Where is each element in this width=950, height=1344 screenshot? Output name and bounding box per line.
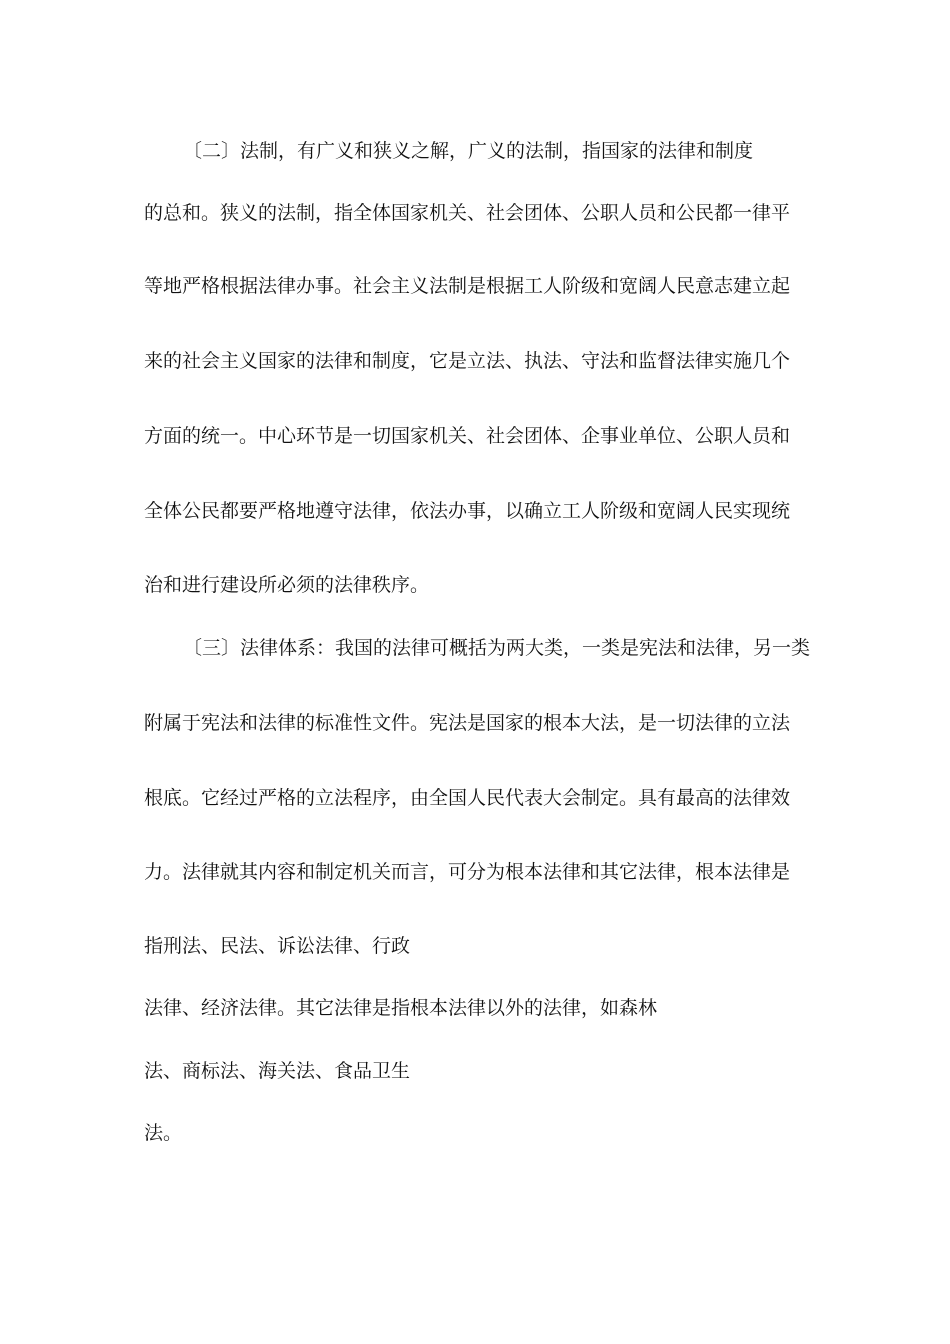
paragraph-2-line-4: 来的社会主义国家的法律和制度，它是立法、执法、守法和监督法律实施几个 — [144, 350, 791, 372]
paragraph-3-line-6: 法律、经济法律。其它法律是指根本法律以外的法律，如森林 — [144, 997, 658, 1019]
paragraph-3-line-5: 指刑法、民法、诉讼法律、行政 — [144, 935, 411, 957]
paragraph-3-line-8: 法。 — [144, 1122, 183, 1144]
paragraph-2-line-6: 全体公民都要严格地遵守法律，依法办事，以确立工人阶级和宽阔人民实现统 — [144, 500, 791, 522]
paragraph-2-line-1: 〔二〕法制，有广义和狭义之解，广义的法制，指国家的法律和制度 — [183, 140, 754, 162]
paragraph-3-line-2: 附属于宪法和法律的标准性文件。宪法是国家的根本大法，是一切法律的立法 — [144, 712, 791, 734]
paragraph-3-line-1: 〔三〕法律体系：我国的法律可概括为两大类，一类是宪法和法律，另一类 — [183, 637, 811, 659]
paragraph-2-line-3: 等地严格根据法律办事。社会主义法制是根据工人阶级和宽阔人民意志建立起 — [144, 275, 791, 297]
paragraph-2-line-2: 的总和。狭义的法制，指全体国家机关、社会团体、公职人员和公民都一律平 — [144, 202, 791, 224]
paragraph-3-line-7: 法、商标法、海关法、食品卫生 — [144, 1060, 411, 1082]
paragraph-3-line-4: 力。法律就其内容和制定机关而言，可分为根本法律和其它法律，根本法律是 — [144, 861, 791, 883]
paragraph-2-line-5: 方面的统一。中心环节是一切国家机关、社会团体、企事业单位、公职人员和 — [144, 425, 791, 447]
paragraph-3-line-3: 根底。它经过严格的立法程序，由全国人民代表大会制定。具有最高的法律效 — [144, 787, 791, 809]
paragraph-2-line-7: 治和进行建设所必须的法律秩序。 — [144, 574, 430, 596]
